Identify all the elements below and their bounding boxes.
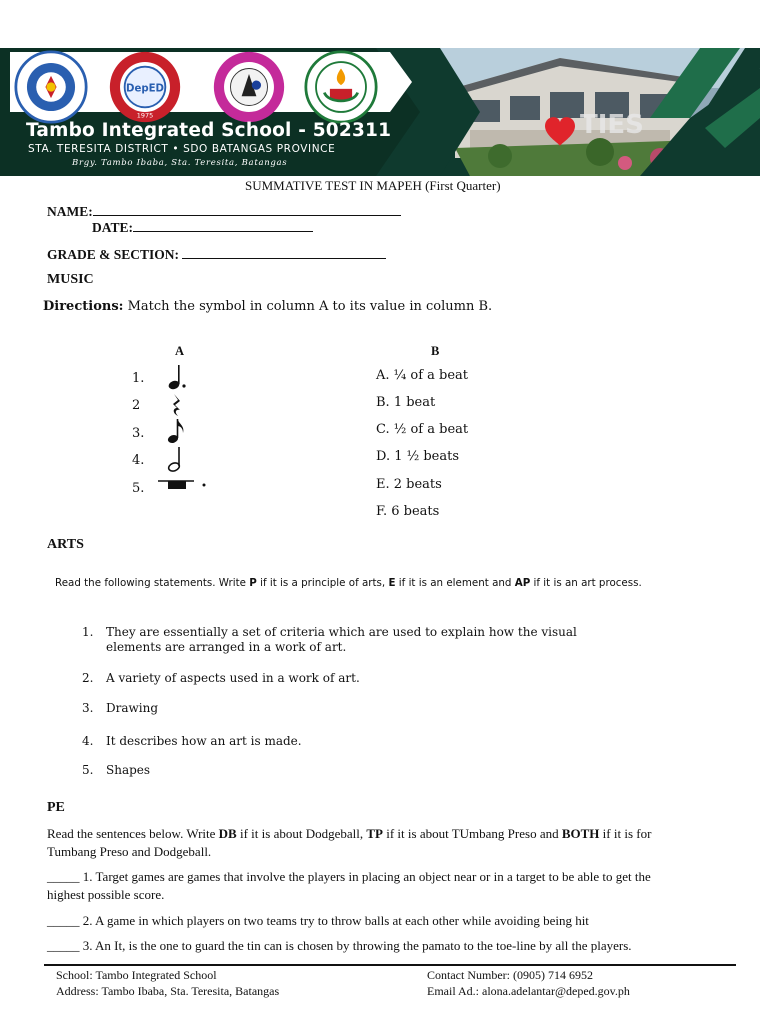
arts-instructions (55, 577, 642, 589)
arts-item-number: 1. (82, 625, 94, 639)
column-a-heading: A (175, 344, 185, 358)
date-field (92, 219, 313, 236)
footer-email: Email Ad.: alona.adelantar@deped.gov.ph (427, 984, 630, 998)
arts-heading: ARTS (47, 537, 84, 552)
pe-item (47, 869, 651, 885)
choice-d: D. 1 ½ beats (376, 449, 460, 464)
arts-item-text: A variety of aspects used in a work of art. (106, 671, 360, 685)
music-item-number: 2 (132, 398, 141, 413)
pe-item (47, 913, 589, 929)
footer-contact: Contact Number: (0905) 714 6952 (427, 968, 593, 982)
half-note-icon (166, 446, 186, 472)
choice-c: C. ½ of a beat (376, 422, 469, 437)
pe-instr-text: if it is for (599, 826, 652, 841)
directions-label: Directions: (43, 299, 124, 314)
pe-heading: PE (47, 800, 65, 815)
arts-item-number: 3. (82, 701, 94, 715)
name-blank[interactable] (93, 203, 401, 216)
arts-item-text: Shapes (106, 763, 151, 777)
name-field (47, 203, 401, 220)
district-seal-logo (212, 50, 286, 124)
date-blank[interactable] (133, 219, 313, 232)
music-item-number: 1. (132, 371, 145, 386)
pe-instructions (47, 826, 651, 842)
district-line: STA. TERESITA DISTRICT • SDO BATANGAS PROVINCE (28, 143, 336, 155)
pe-item (47, 938, 632, 954)
grade-section-blank[interactable] (182, 246, 386, 259)
music-item-number: 5. (132, 481, 145, 496)
arts-instr-text: if it is a principle of arts, (256, 577, 389, 589)
svg-text:TIES: TIES (580, 110, 644, 140)
pe-item-text: 2. A game in which players on two teams try to throw balls at each other while avoiding being hit (79, 913, 589, 928)
address-line: Brgy. Tambo Ibaba, Sta. Teresita, Batangas (72, 158, 288, 168)
arts-instr-text: if it is an art process. (530, 577, 642, 589)
answer-blank[interactable]: _____ (47, 938, 80, 953)
test-title: SUMMATIVE TEST IN MAPEH (First Quarter) (245, 178, 501, 193)
choice-b: B. 1 beat (376, 395, 436, 410)
arts-instr-text: if it is an element and (395, 577, 515, 589)
pe-item-text: 1. Target games are games that involve the players in placing an object near or in a target to be able to get the (79, 869, 651, 884)
footer-school: School: Tambo Integrated School (56, 968, 217, 982)
header-banner (0, 48, 760, 176)
svg-text:DepED: DepED (126, 83, 164, 95)
arts-instr-e: E (388, 577, 396, 589)
music-directions (43, 299, 492, 314)
grade-section-field (47, 246, 386, 263)
arts-item-number: 2. (82, 671, 94, 685)
dotted-half-rest-icon (156, 477, 212, 493)
arts-item-text: They are essentially a set of criteria which are used to explain how the visual (106, 625, 577, 639)
arts-item-number: 5. (82, 763, 94, 777)
pe-instr-both: BOTH (561, 826, 600, 841)
pe-instr-db: DB (218, 826, 237, 841)
footer-address: Address: Tambo Ibaba, Sta. Teresita, Batangas (56, 984, 280, 998)
arts-instr-p: P (249, 577, 257, 589)
column-b-heading: B (431, 344, 440, 358)
music-item-number: 3. (132, 426, 145, 441)
pe-instr-tp: TP (366, 826, 383, 841)
music-item-number: 4. (132, 453, 145, 468)
grade-section-label: GRADE & SECTION: (47, 247, 180, 262)
answer-blank[interactable]: _____ (47, 869, 80, 884)
name-label: NAME: (47, 204, 93, 219)
pe-instr-text: if it is about Dodgeball, (236, 826, 367, 841)
directions-text: Match the symbol in column A to its value in column B. (123, 299, 493, 314)
deped-seal-logo (14, 50, 88, 124)
arts-item-text: Drawing (106, 701, 159, 715)
choice-e: E. 2 beats (376, 477, 442, 492)
arts-instr-text: Read the following statements. Write (55, 577, 250, 589)
arts-instr-ap: AP (514, 577, 531, 589)
pe-item-text: 3. An It, is the one to guard the tin can is chosen by throwing the pamato to the toe-line by all the players. (79, 938, 632, 953)
pe-instr-text: if it is about TUmbang Preso and (382, 826, 562, 841)
choice-a: A. ¼ of a beat (376, 368, 469, 383)
quarter-rest-icon (170, 393, 184, 417)
footer-divider (44, 964, 736, 966)
pe-instr-text: Read the sentences below. Write (47, 826, 219, 841)
answer-blank[interactable]: _____ (47, 913, 80, 928)
arts-item-number: 4. (82, 734, 94, 748)
school-seal-logo (304, 50, 378, 124)
dotted-quarter-note-icon (166, 364, 190, 390)
music-heading: MUSIC (47, 272, 94, 287)
eighth-note-icon (166, 418, 188, 444)
pe-item-line2: highest possible score. (47, 887, 165, 902)
arts-item-text: It describes how an art is made. (106, 734, 302, 748)
school-name: Tambo Integrated School - 502311 (26, 120, 392, 141)
date-label: DATE: (92, 220, 134, 235)
pe-instructions-line2: Tumbang Preso and Dodgeball. (47, 844, 212, 859)
arts-item-text: elements are arranged in a work of art. (106, 640, 347, 654)
choice-f: F. 6 beats (376, 504, 440, 519)
svg-text:1975: 1975 (136, 111, 154, 120)
division-seal-logo (108, 50, 182, 124)
